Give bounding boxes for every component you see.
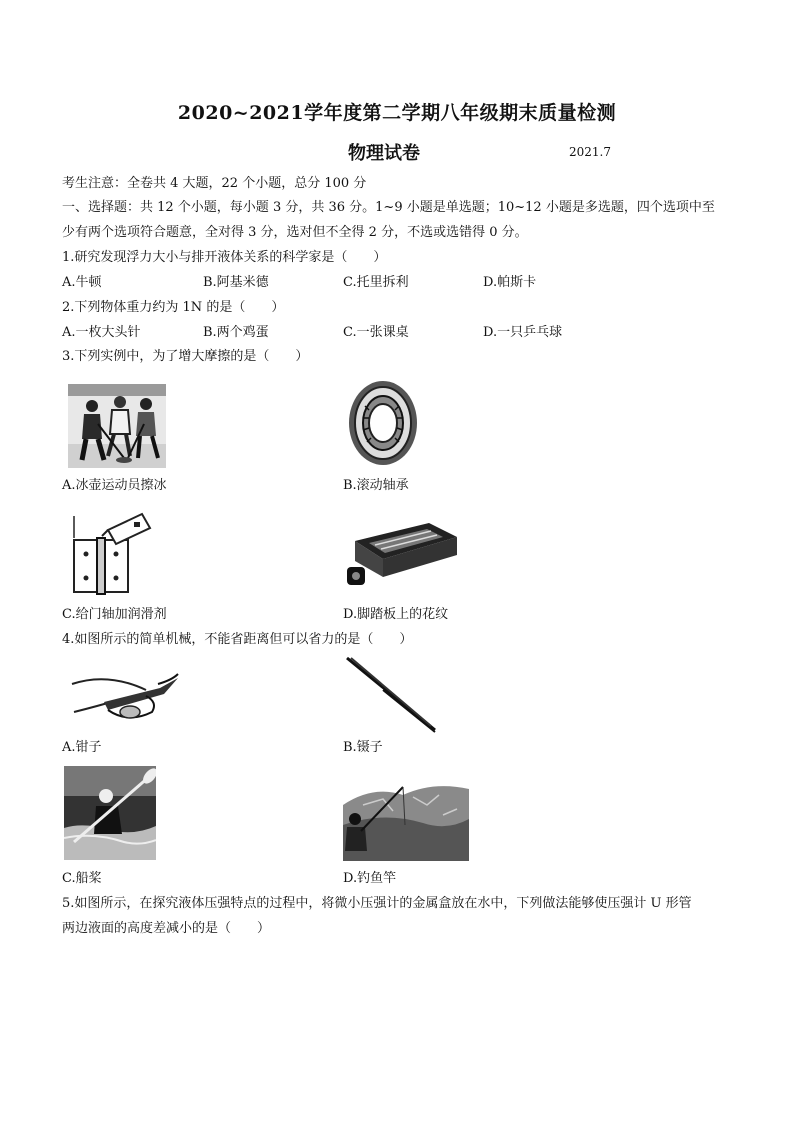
question-3-option-b: B.滚动轴承 — [343, 478, 409, 493]
rolling-bearing-image — [343, 376, 421, 470]
question-3-option-c: C.给门轴加润滑剂 — [62, 607, 167, 622]
boat-paddle-image — [64, 766, 156, 860]
question-4-option-c: C.船桨 — [62, 871, 102, 886]
pedal-pattern-image — [343, 515, 461, 593]
tweezers-image — [343, 656, 439, 734]
question-2-option-b: B.两个鸡蛋 — [203, 325, 269, 340]
question-5-stem-line1: 5.如图所示，在探究液体压强特点的过程中，将微小压强计的金属盒放在水中，下列做法能够使压强计 U 形管 — [62, 896, 692, 911]
section1-instructions-line2: 少有两个选项符合题意，全对得 3 分，选对但不全得 2 分，不选或选错得 0 分。 — [62, 225, 528, 240]
question-4-option-b: B.镊子 — [343, 740, 383, 755]
question-4-option-d: D.钓鱼竿 — [343, 871, 397, 886]
question-1-option-d: D.帕斯卡 — [483, 275, 537, 290]
question-2-option-c: C.一张课桌 — [343, 325, 409, 340]
question-3-option-d: D.脚踏板上的花纹 — [343, 607, 449, 622]
page-title: 2020~2021学年度第二学期八年级期末质量检测 — [177, 102, 617, 124]
candidate-notice: 考生注意：全卷共 4 大题，22 个小题，总分 100 分 — [62, 176, 367, 191]
question-5-stem-line2: 两边液面的高度差减小的是（ ） — [62, 921, 271, 936]
question-4-option-a: A.钳子 — [62, 740, 102, 755]
question-3-option-a: A.冰壶运动员擦冰 — [62, 478, 167, 493]
exam-date: 2021.7 — [569, 145, 611, 159]
question-2-stem: 2.下列物体重力约为 1N 的是（ ） — [62, 300, 285, 315]
section1-instructions-line1: 一、选择题：共 12 个小题，每小题 3 分，共 36 分。1~9 小题是单选题；10~12 小题是多选题，四个选项中至 — [62, 200, 715, 215]
question-2-option-a: A.一枚大头针 — [62, 325, 141, 340]
fishing-rod-image — [343, 775, 469, 861]
door-hinge-lubricant-image — [68, 510, 154, 596]
question-1-option-a: A.牛顿 — [62, 275, 102, 290]
question-2-option-d: D.一只乒乓球 — [483, 325, 563, 340]
page-subtitle: 物理试卷 — [348, 143, 420, 164]
pliers-image — [68, 666, 182, 734]
question-1-stem: 1.研究发现浮力大小与排开液体关系的科学家是（ ） — [62, 250, 387, 265]
question-3-stem: 3.下列实例中，为了增大摩擦的是（ ） — [62, 349, 309, 364]
curling-sweeping-image — [68, 384, 166, 468]
question-1-option-c: C.托里拆利 — [343, 275, 409, 290]
question-4-stem: 4.如图所示的简单机械，不能省距离但可以省力的是（ ） — [62, 632, 413, 647]
question-1-option-b: B.阿基米德 — [203, 275, 269, 290]
